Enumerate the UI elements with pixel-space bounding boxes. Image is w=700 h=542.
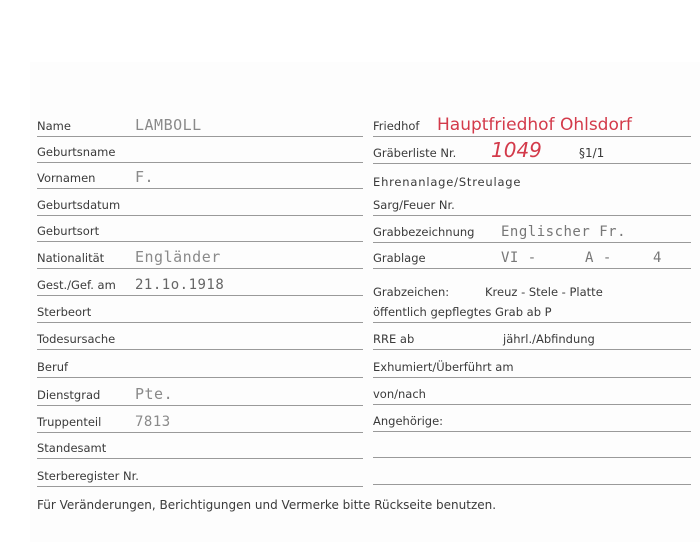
name-value: LAMBOLL xyxy=(135,116,202,134)
grablage-part3: 4 xyxy=(653,250,662,266)
footer-note: Für Veränderungen, Berichtigungen und Vermerke bitte Rückseite benutzen. xyxy=(37,498,497,512)
dienstgrad-value: Pte. xyxy=(135,385,174,403)
row-graeberliste xyxy=(373,137,691,164)
nationalitaet-value: Engländer xyxy=(135,248,221,266)
nationalitaet-label: Nationalität xyxy=(37,251,105,265)
sarg-label: Sarg/Feuer Nr. xyxy=(373,198,455,212)
row-grabbezeichnung xyxy=(373,216,691,243)
angehoerige-label: Angehörige: xyxy=(373,414,444,428)
grablage-label: Grablage xyxy=(373,251,426,265)
row-grablage xyxy=(373,242,691,269)
row-vonnach xyxy=(373,378,691,405)
paragraph-value: §1/1 xyxy=(579,146,605,160)
gest-value: 21.1o.1918 xyxy=(135,277,225,293)
row-todesursache xyxy=(37,323,363,350)
graeberliste-value: 1049 xyxy=(491,138,542,162)
row-geburtsdatum xyxy=(37,189,363,216)
rre-text: jährl./Abfindung xyxy=(503,332,595,346)
row-standesamt xyxy=(37,432,363,459)
geburtsort-label: Geburtsort xyxy=(37,224,100,238)
vornamen-label: Vornamen xyxy=(37,171,96,185)
grabbezeichnung-value: Englischer Fr. xyxy=(501,224,627,240)
truppenteil-label: Truppenteil xyxy=(37,415,102,429)
truppenteil-value: 7813 xyxy=(135,414,171,430)
ehrenanlage-label: Ehrenanlage/Streulage xyxy=(373,175,522,189)
graeberliste-label: Gräberliste Nr. xyxy=(373,146,457,160)
friedhof-label: Friedhof xyxy=(373,119,420,133)
grablage-part2: A - xyxy=(585,250,612,266)
row-sterbeort xyxy=(37,296,363,323)
row-sarg xyxy=(373,189,691,216)
rre-label: RRE ab xyxy=(373,332,415,346)
row-gest xyxy=(37,269,363,296)
grablage-part1: VI - xyxy=(501,250,537,266)
row-friedhof xyxy=(373,110,691,137)
geburtsname-label: Geburtsname xyxy=(37,145,116,159)
grabbezeichnung-label: Grabbezeichnung xyxy=(373,225,475,239)
todesursache-label: Todesursache xyxy=(37,332,116,346)
friedhof-value: Hauptfriedhof Ohlsdorf xyxy=(437,115,632,135)
name-label: Name xyxy=(37,119,71,133)
geburtsdatum-label: Geburtsdatum xyxy=(37,198,121,212)
beruf-label: Beruf xyxy=(37,360,69,374)
sterbeort-label: Sterbeort xyxy=(37,305,92,319)
row-dienstgrad xyxy=(37,379,363,406)
standesamt-label: Standesamt xyxy=(37,441,107,455)
exhumiert-label: Exhumiert/Überführt am xyxy=(373,360,514,374)
row-name xyxy=(37,110,363,137)
grabzeichen-label: Grabzeichen: xyxy=(373,285,450,299)
vornamen-value: F. xyxy=(135,168,155,186)
row-beruf xyxy=(37,351,363,378)
row-sterberegister xyxy=(37,460,363,487)
row-exhumiert xyxy=(373,351,691,378)
grabzeichen-value: Kreuz - Stele - Platte xyxy=(485,285,603,299)
row-blank-2 xyxy=(373,458,691,485)
row-blank-1 xyxy=(373,431,691,458)
gest-label: Gest./Gef. am xyxy=(37,278,116,292)
row-geburtsname xyxy=(37,136,363,163)
vonnach-label: von/nach xyxy=(373,387,426,401)
row-rre xyxy=(373,323,691,350)
row-gepflegt xyxy=(373,296,691,323)
sterberegister-label: Sterberegister Nr. xyxy=(37,469,139,483)
row-truppenteil xyxy=(37,406,363,433)
gepflegt-text: öffentlich gepflegtes Grab ab P xyxy=(373,305,552,319)
row-vornamen xyxy=(37,162,363,189)
row-nationalitaet xyxy=(37,242,363,269)
row-angehoerige xyxy=(373,405,691,432)
dienstgrad-label: Dienstgrad xyxy=(37,388,101,402)
row-geburtsort xyxy=(37,215,363,242)
